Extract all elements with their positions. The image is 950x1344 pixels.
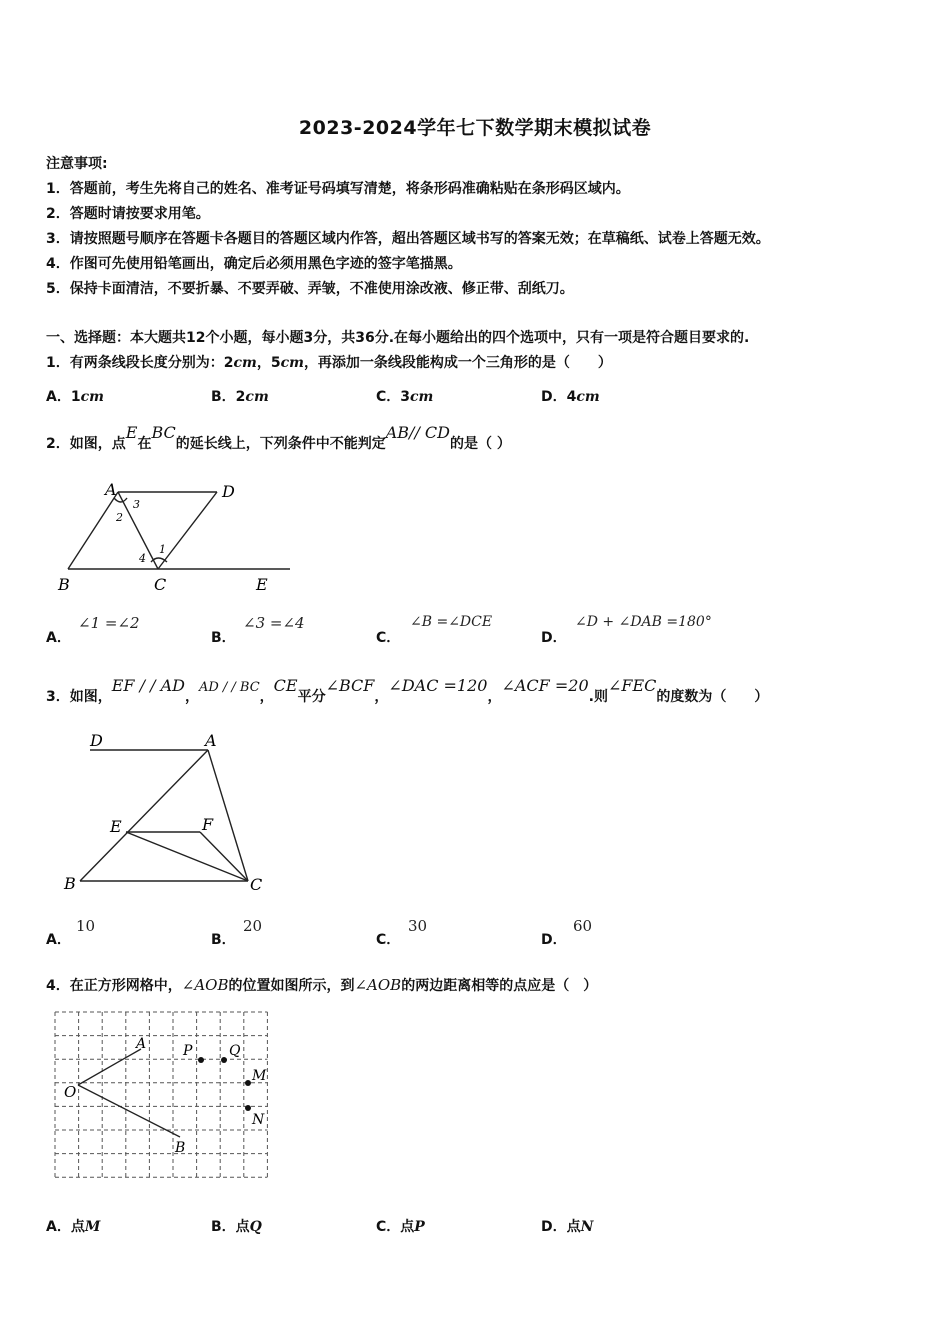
stem-math: ∠BCF — [325, 676, 375, 695]
option-label: A．点 — [46, 1219, 85, 1235]
q2-option-b[interactable] — [211, 627, 236, 647]
q4-option-c[interactable] — [376, 1216, 425, 1236]
stem-text: 的位置如图所示，到 — [228, 978, 355, 994]
q3-option-b-expr: 20 — [243, 917, 263, 935]
segment-dc — [158, 492, 217, 569]
stem-math: CE — [273, 676, 298, 695]
segment-ec — [126, 832, 248, 881]
option-value: 3 — [400, 389, 411, 405]
option-label: A． — [46, 630, 71, 646]
angle-label-3: 3 — [133, 498, 140, 511]
stem-math: ∠DAC =120 — [388, 676, 488, 695]
label-f: F — [202, 815, 214, 834]
q2-option-c[interactable] — [376, 627, 400, 647]
point-q — [221, 1057, 227, 1063]
option-label: A． — [46, 389, 71, 405]
stem-unit: cm — [233, 355, 257, 371]
q2-option-d[interactable] — [541, 627, 567, 647]
option-label: D． — [541, 389, 567, 405]
notice-item: 2．答题时请按要求用笔。 — [46, 206, 210, 222]
option-unit: cm — [245, 389, 269, 405]
angle-label-1: 1 — [159, 543, 166, 556]
option-point: Q — [249, 1219, 262, 1235]
stem-text: 的两边距离相等的点应是（ ） — [401, 978, 598, 994]
q2-option-a[interactable] — [46, 627, 71, 647]
q3-option-a-expr: 10 — [76, 917, 96, 935]
label-e: E — [110, 817, 122, 836]
stem-sep: ， — [256, 355, 271, 371]
question-2-stem — [46, 423, 511, 453]
q2-option-a-expr: ∠1 =∠2 — [78, 614, 140, 632]
stem-text: 平分 — [297, 689, 326, 705]
segment-ab — [80, 750, 208, 881]
q4-option-d[interactable] — [541, 1216, 593, 1236]
option-value: 2 — [235, 389, 246, 405]
option-label: D． — [541, 630, 567, 646]
q4-grid-figure — [50, 1007, 278, 1185]
label-b: B — [64, 874, 76, 893]
ray-ob — [78, 1085, 180, 1137]
label-p: P — [183, 1043, 193, 1059]
q2-option-b-expr: ∠3 =∠4 — [243, 614, 305, 632]
stem-text: .则 — [588, 689, 608, 705]
notice-item: 4．作图可先使用铅笔画出，确定后必须用黑色字迹的签字笔描黑。 — [46, 256, 462, 272]
point-m — [245, 1080, 251, 1086]
label-m: M — [252, 1068, 267, 1084]
stem-number: 5 — [270, 355, 281, 371]
option-unit: cm — [576, 389, 600, 405]
option-value: 1 — [70, 389, 81, 405]
segment-ab — [68, 492, 118, 569]
stem-math: ∠ACF =20 — [501, 676, 589, 695]
stem-math: AB// CD — [385, 423, 450, 442]
stem-text: 2．如图，点 — [46, 436, 126, 452]
q3-option-b[interactable] — [211, 929, 236, 949]
label-a: A — [136, 1036, 147, 1052]
stem-text: 在 — [137, 436, 152, 452]
label-o: O — [64, 1083, 77, 1101]
stem-text: ， — [487, 689, 502, 705]
section-heading: 一、选择题：本大题共12个小题，每小题3分，共36分.在每小题给出的四个选项中，只有一项是符合题目要求的. — [46, 330, 750, 346]
option-unit: cm — [410, 389, 434, 405]
point-n — [245, 1105, 251, 1111]
notice-item: 3．请按照题号顺序在答题卡各题目的答题区域内作答，超出答题区域书写的答案无效；在草稿纸、试卷上答题无效。 — [46, 231, 770, 247]
option-label: C． — [376, 630, 401, 646]
label-a: A — [105, 480, 117, 499]
option-point: M — [84, 1219, 101, 1235]
question-4-stem — [46, 975, 597, 995]
q4-option-b[interactable] — [211, 1216, 262, 1236]
label-b: B — [175, 1140, 186, 1156]
stem-unit: cm — [280, 355, 304, 371]
stem-text: ， — [184, 689, 199, 705]
label-b: B — [58, 575, 70, 594]
point-p — [198, 1057, 204, 1063]
option-point: N — [580, 1219, 594, 1235]
stem-text: ，再添加一条线段能构成一个三角形的是（ ） — [303, 355, 612, 371]
angle-label-2: 2 — [116, 511, 123, 524]
q3-option-d[interactable] — [541, 929, 567, 949]
q3-option-a[interactable] — [46, 929, 71, 949]
q2-option-c-expr: ∠B =∠DCE — [410, 614, 493, 630]
option-label: B． — [211, 389, 236, 405]
stem-math: ∠AOB — [354, 976, 402, 994]
notice-item: 1．答题前，考生先将自己的姓名、准考证号码填写清楚，将条形码准确粘贴在条形码区域内。 — [46, 181, 630, 197]
question-1-stem — [46, 352, 612, 372]
q3-option-d-expr: 60 — [573, 917, 593, 935]
label-c: C — [154, 575, 167, 594]
stem-text: 的延长线上，下列条件中不能判定 — [175, 436, 386, 452]
label-q: Q — [229, 1043, 241, 1059]
option-value: 4 — [566, 389, 577, 405]
stem-math: ∠FEC — [607, 676, 657, 695]
option-label: C．点 — [376, 1219, 415, 1235]
stem-math: ∠AOB — [181, 976, 229, 994]
angle-label-4: 4 — [139, 552, 146, 565]
stem-text: ， — [259, 689, 274, 705]
q1-option-d[interactable] — [541, 386, 600, 406]
option-label: B．点 — [211, 1219, 250, 1235]
option-point: P — [414, 1219, 425, 1235]
label-e: E — [256, 575, 268, 594]
option-label: C． — [376, 389, 401, 405]
stem-text: 1．有两条线段长度分别为： — [46, 355, 224, 371]
label-d: D — [90, 731, 103, 750]
stem-text: 的是（ ） — [449, 436, 511, 452]
option-unit: cm — [80, 389, 104, 405]
option-label: C． — [376, 932, 401, 948]
stem-text: 4．在正方形网格中， — [46, 978, 182, 994]
stem-math: EF / / AD — [111, 676, 185, 695]
label-n: N — [252, 1112, 265, 1128]
q3-figure — [60, 728, 275, 898]
option-label: B． — [211, 630, 236, 646]
q1-option-c[interactable] — [376, 386, 433, 406]
q4-option-a[interactable] — [46, 1216, 100, 1236]
stem-math: E — [125, 423, 138, 442]
stem-number: 2 — [223, 355, 234, 371]
q1-option-b[interactable] — [211, 386, 269, 406]
q3-option-c[interactable] — [376, 929, 400, 949]
option-label: B． — [211, 932, 236, 948]
option-label: A． — [46, 932, 71, 948]
notice-item: 5．保持卡面清洁，不要折暴、不要弄破、弄皱，不准使用涂改液、修正带、刮纸刀。 — [46, 281, 574, 297]
q2-option-d-expr: ∠D + ∠DAB =180° — [575, 614, 712, 630]
question-3-stem — [46, 676, 769, 706]
stem-text: 3．如图， — [46, 689, 112, 705]
q3-option-c-expr: 30 — [408, 917, 428, 935]
ray-oa — [78, 1049, 141, 1085]
stem-text: ， — [374, 689, 389, 705]
notice-heading: 注意事项: — [46, 156, 108, 172]
label-a: A — [205, 731, 217, 750]
stem-math: AD / / BC — [198, 680, 260, 695]
label-c: C — [250, 875, 263, 894]
q2-figure — [55, 478, 300, 596]
option-label: D．点 — [541, 1219, 581, 1235]
option-label: D． — [541, 932, 567, 948]
label-d: D — [222, 482, 235, 501]
page-title: 2023-2024学年七下数学期末模拟试卷 — [298, 117, 652, 139]
q1-option-a[interactable] — [46, 386, 104, 406]
stem-math: BC — [151, 423, 176, 442]
stem-text: 的度数为（ ） — [656, 689, 769, 705]
